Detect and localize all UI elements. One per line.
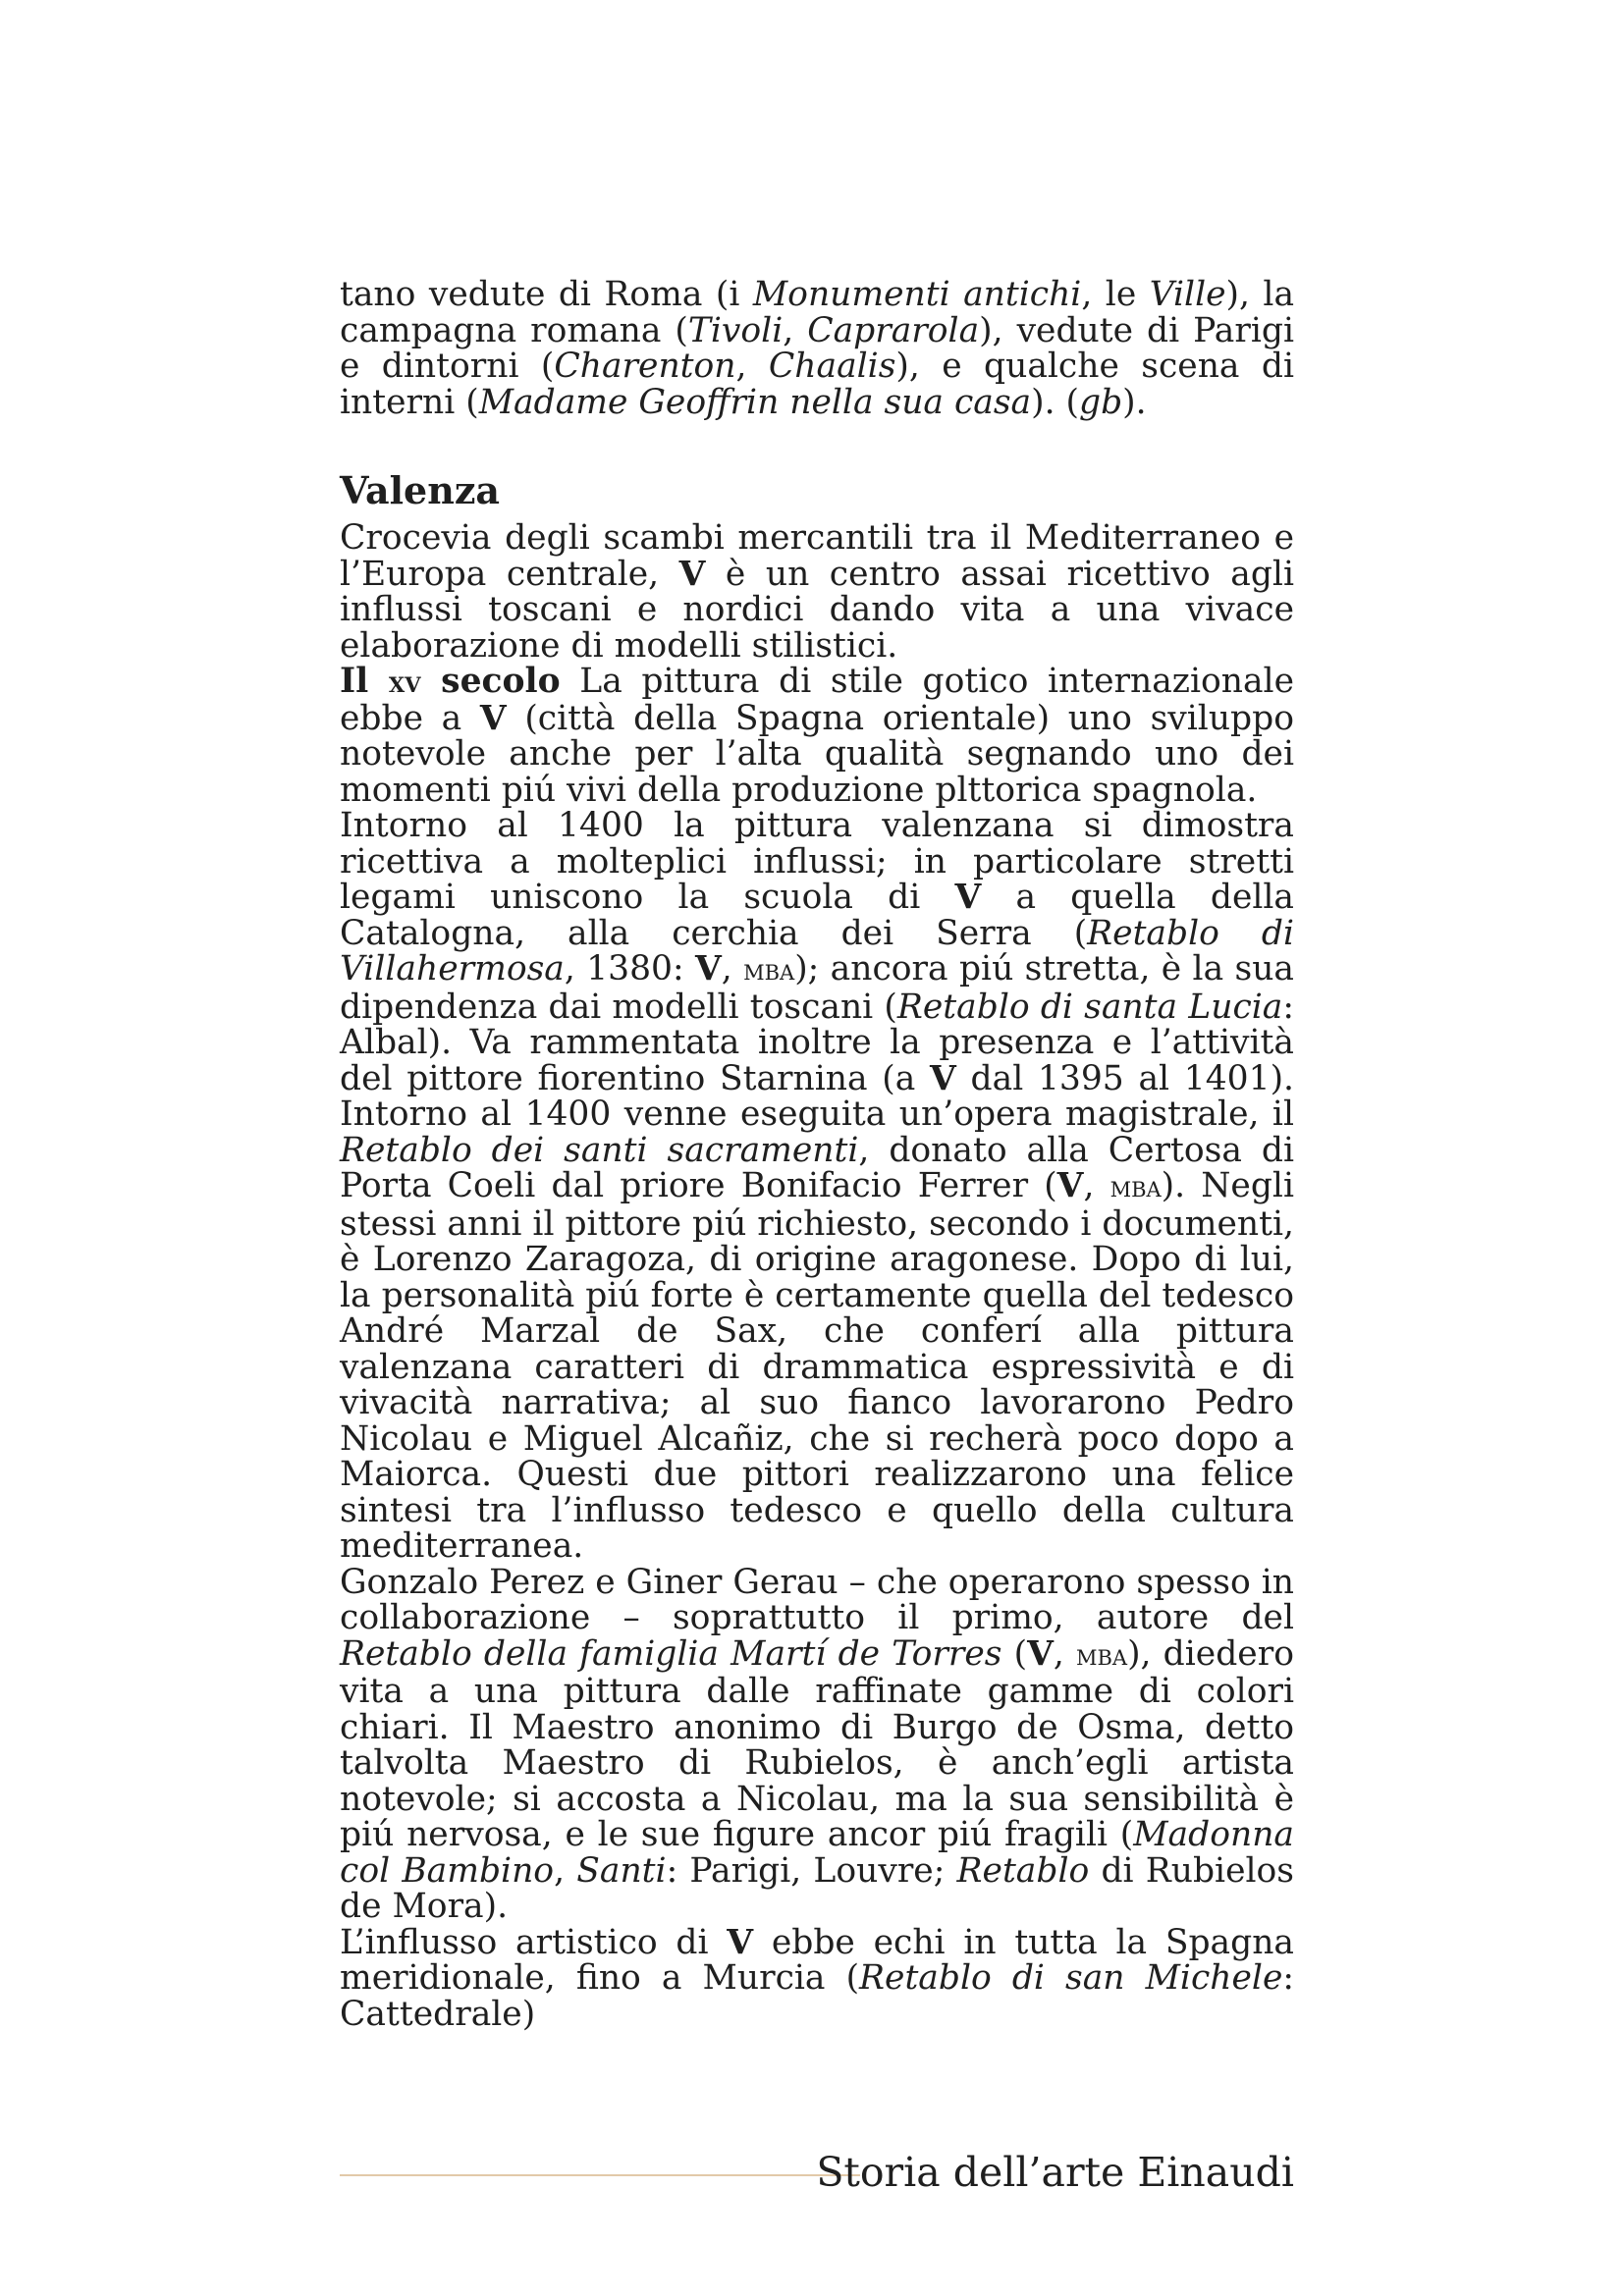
text: ebbe echi in tutta la Spagna meridionale, fino a Murcia ( [340,1922,1294,1998]
page-body [340,277,1294,2032]
italic-title: Retablo dei santi sacramenti [340,1130,859,1170]
text: , [1083,1166,1110,1205]
abbrev-bold: V [1056,1166,1084,1205]
text: ), vedute di Parigi e dintorni ( [340,310,1294,386]
text: : Albal). Va rammentata inoltre la presenza e l’attività del pittore fiorentino Starnina (a [340,987,1294,1098]
intro-paragraph [340,277,1294,420]
text: , [1053,1633,1076,1674]
text: di Rubielos de Mora). [340,1850,1295,1926]
italic-title: Chaalis [768,347,896,386]
italic-title: Monumenti antichi [752,275,1082,314]
museum-abbrev: mba [743,953,795,988]
abbrev-bold: V [727,1922,754,1962]
text: è un centro assai ricettivo agli influssi toscani e nordici dando vita a una vivace elaborazione di modelli stilistici. [340,554,1294,666]
text: ), e qualche scena di interni ( [340,347,1294,422]
abbrev-bold: V [695,949,722,988]
italic-title: Santi [576,1850,667,1891]
section-heading: secolo [420,662,561,701]
italic-title: Retablo di san Michele [859,1958,1283,1998]
italic-title: Madame Geoffrin nella sua casa [478,382,1032,422]
author-initials: gb [1079,382,1123,422]
text: Intorno al 1400 la pittura valenzana si dimostra ricettiva a molteplici influssi; in particolare stretti legami uniscono la scuola di [340,806,1294,917]
italic-title: Caprarola [807,310,980,350]
paragraph-4 [340,1562,1295,1926]
text: L’influsso artistico di [340,1922,728,1962]
text: ). Negli stessi anni il pittore piú richiesto, secondo i documenti, è Lorenzo Zaragoza, di origine aragonese. Dopo di lui, la personalità piú forte è certamente quella del tedesco André Marzal de Sax, che conferí alla pittura valenzana caratteri di drammatica espressività e di vivacità narrativa; al suo fianco lavorarono Pedro Nicolau e Miguel Alcañiz, che si recherà poco dopo a Maiorca. Questi due pittori realizzarono una felice sintesi tra l’influsso tedesco e quello della cultura mediterranea. [340,1166,1294,1566]
abbrev-bold: V [678,554,706,594]
paragraph-2 [340,664,1294,808]
text: , donato alla Certosa di Porta Coeli dal priore Bonifacio Ferrer ( [340,1130,1294,1205]
italic-title: Retablo della famiglia Martí de Torres [340,1633,1002,1674]
text: , 1380: [564,949,695,988]
text: , le [1081,275,1150,314]
italic-title: Tivoli [687,310,784,350]
text: , [735,347,769,386]
paragraph-1 [340,520,1294,664]
italic-title: Retablo di santa Lucia [896,987,1283,1027]
abbrev-bold: V [1027,1633,1054,1674]
text: ). ( [1031,382,1079,422]
text: : Cattedrale) [340,1958,1294,2034]
footer-title: Storia dell’arte Einaudi [816,2149,1294,2196]
text: ). [1122,382,1147,422]
text: Crocevia degli scambi mercantili tra il Mediterraneo e l’Europa centrale, [340,518,1294,594]
italic-title: Charenton [554,347,736,386]
text: ), diedero vita a una pittura dalle raffinate gamme di colori chiari. Il Maestro anonimo di Burgo de Osma, detto talvolta Maestro di Rubielos, è anch’egli artista notevole; si accosta a Nicolau, ma la sua sensibilità è piú nervosa, e le sue figure ancor piú fragili ( [340,1633,1294,1854]
text: , [783,310,808,350]
text: ); ancora piú stretta, è la sua dipendenza dai modelli toscani ( [340,949,1294,1027]
abbrev-bold: V [954,878,982,917]
museum-abbrev: mba [1075,1637,1128,1673]
paragraph-3 [340,808,1294,1565]
text: dal 1395 al 1401). Intorno al 1400 venne eseguita un’opera magistrale, il [340,1058,1294,1134]
text: tano vedute di Roma (i [340,275,753,314]
text: La pittura di stile gotico internazionale ebbe a [340,662,1294,738]
paragraph-5 [340,1922,1294,2034]
text: , [721,949,744,988]
section-heading-smallcaps: xv [388,665,421,700]
abbrev-bold: V [479,698,507,738]
text: : Parigi, Louvre; [666,1850,957,1891]
italic-title: Ville [1149,275,1226,314]
text: ( [1001,1633,1028,1674]
text: ), la campagna romana ( [340,275,1295,350]
text: (città della Spagna orientale) uno sviluppo notevole anche per l’alta qualità segnando uno dei momenti piú vivi della produzione plttorica spagnola. [340,698,1294,810]
abbrev-bold: V [930,1058,956,1098]
entry-heading: Valenza [340,468,501,512]
text: , [554,1850,577,1891]
museum-abbrev: mba [1109,1170,1162,1204]
text: a quella della Catalogna, alla cerchia dei Serra ( [340,878,1294,953]
italic-title: Madonna col Bambino [340,1815,1294,1891]
italic-title: Retablo di Villahermosa [340,913,1294,988]
italic-title: Retablo [956,1850,1090,1891]
footer-rule [340,2174,860,2176]
text: Gonzalo Perez e Giner Gerau – che operarono spesso in collaborazione – soprattutto il primo, autore del [340,1562,1294,1637]
section-heading: Il [340,662,389,701]
